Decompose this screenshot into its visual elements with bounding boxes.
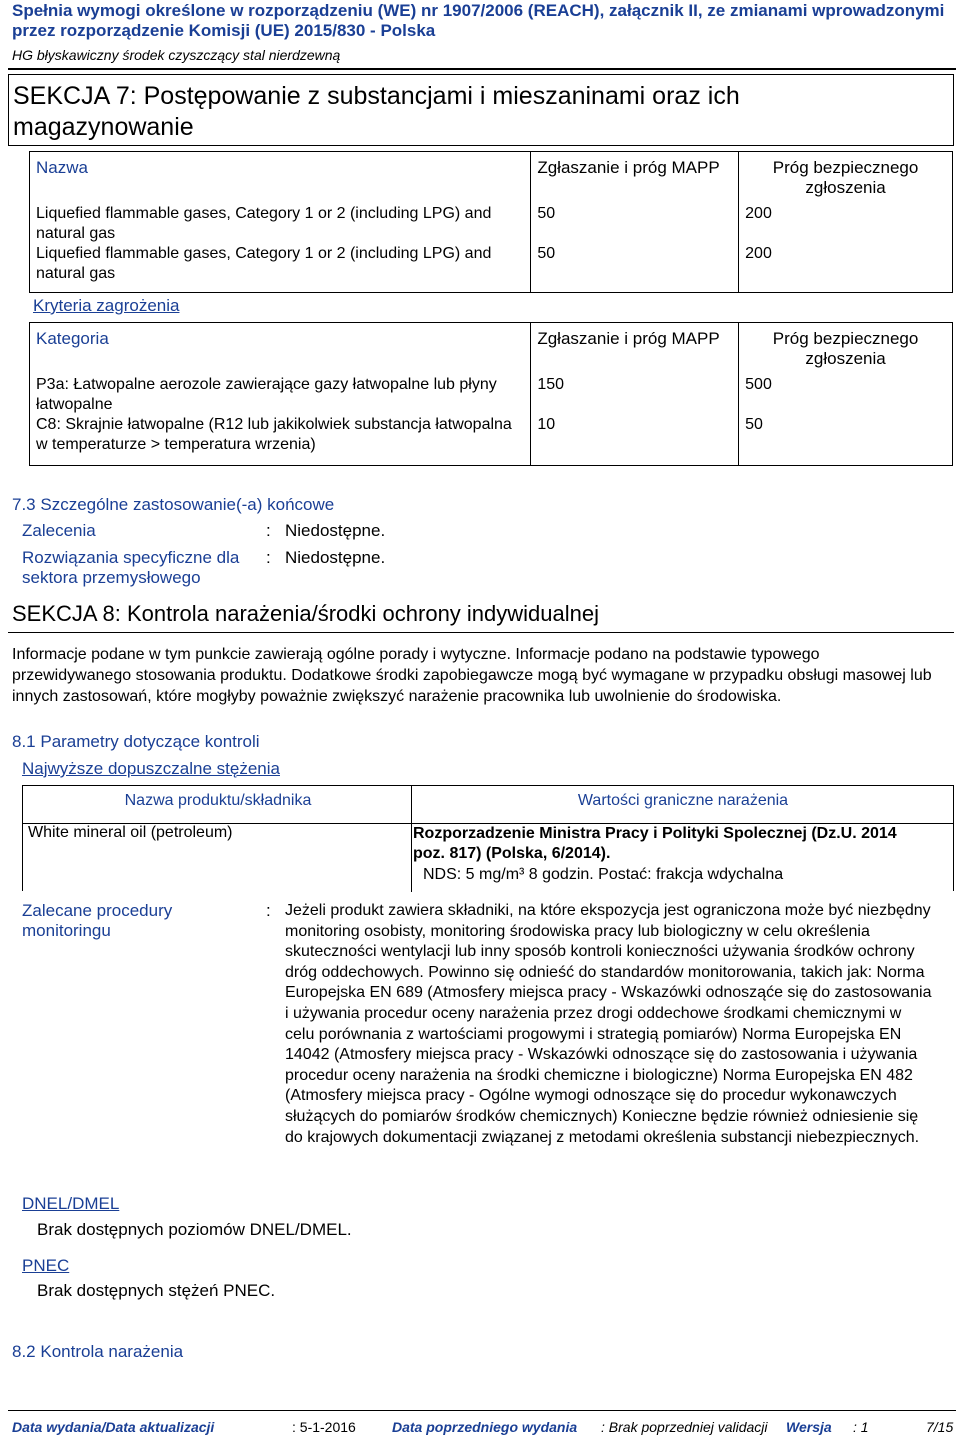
- oel-col-limits: Wartości graniczne narażenia: [413, 786, 953, 824]
- row-mapp: 150: [537, 376, 565, 393]
- row-category: C8: Skrajnie łatwopalne (R12 lub jakikolwiek substancja łatwopalna w temperaturze > temperatura wrzenia): [36, 416, 512, 453]
- subsection-8-1-title: 8.1 Parametry dotyczące kontroli: [12, 732, 260, 751]
- row-category: P3a: Łatwopalne aerozole zawierające gazy łatwopalne lub płyny łatwopalne: [36, 376, 497, 413]
- dnel-text: Brak dostępnych poziomów DNEL/DMEL.: [37, 1220, 352, 1239]
- footer-version-value: : 1: [853, 1419, 869, 1435]
- section8-title: SEKCJA 8: Kontrola narażenia/środki ochrony indywidualnej: [12, 601, 599, 626]
- section8-heading-box: [8, 597, 954, 633]
- dnel-label: DNEL/DMEL: [22, 1194, 120, 1213]
- col-header-name: Nazwa: [36, 158, 88, 177]
- row-mapp: 10: [537, 416, 556, 433]
- row-name: Liquefied flammable gases, Category 1 or 2 (including LPG) and natural gas: [36, 205, 492, 242]
- oel-nds-value: NDS: 5 mg/m³ 8 godzin. Postać: frakcja wdychalna: [423, 866, 784, 883]
- row-name: Liquefied flammable gases, Category 1 or 2 (including LPG) and natural gas: [36, 245, 492, 282]
- recommendations-value: Niedostępne.: [285, 521, 386, 540]
- footer-divider: [8, 1410, 956, 1411]
- footer-date-value: : 5-1-2016: [292, 1419, 356, 1435]
- industrial-solutions-label: Rozwiązania specyficzne dla sektora przemysłowego: [22, 548, 240, 587]
- section7-heading-box: [8, 74, 954, 146]
- oel-label: Najwyższe dopuszczalne stężenia: [22, 759, 280, 778]
- row-threshold: 200: [745, 205, 772, 222]
- col-header-mapp: Zgłaszanie i próg MAPP: [537, 329, 720, 348]
- row-threshold: 200: [745, 245, 772, 262]
- row-threshold: 500: [745, 376, 772, 393]
- hazard-criteria-label: Kryteria zagrożenia: [33, 296, 180, 315]
- industrial-solutions-colon: :: [266, 548, 271, 567]
- table-row: [30, 375, 953, 465]
- industrial-solutions-value: Niedostępne.: [285, 548, 386, 567]
- footer-date-label: Data wydania/Data aktualizacji: [12, 1419, 215, 1435]
- recommendations-colon: :: [266, 521, 271, 540]
- row-mapp: 50: [537, 245, 556, 262]
- seveso-table-names: [29, 151, 953, 293]
- seveso-table-categories: [29, 322, 953, 466]
- subsection-7-3-title: 7.3 Szczególne zastosowanie(-a) końcowe: [12, 495, 335, 514]
- table-header-row: [30, 323, 953, 376]
- document-header-title: Spełnia wymogi określone w rozporządzeniu (WE) nr 1907/2006 (REACH), załącznik II, ze zmianami wprowadzonymi przez rozporządzenie Komisji (UE) 2015/830 - Polska: [12, 1, 945, 40]
- row-threshold: 50: [745, 416, 763, 433]
- col-header-mapp: Zgłaszanie i próg MAPP: [537, 158, 720, 177]
- product-name: HG błyskawiczny środek czyszczący stal nierdzewną: [12, 47, 341, 63]
- oel-regulation: Rozporzadzenie Ministra Pracy i Polityki Spolecznej (Dz.U. 2014 poz. 817) (Polska, 6/2014).: [413, 825, 897, 862]
- pnec-label: PNEC: [22, 1256, 70, 1275]
- col-header-threshold: Próg bezpiecznego zgłoszenia: [772, 158, 919, 197]
- pnec-text: Brak dostępnych stężeń PNEC.: [37, 1281, 276, 1300]
- header-divider: [8, 68, 956, 70]
- monitoring-label: Zalecane procedury monitoringu: [22, 901, 173, 940]
- subsection-8-2-title: 8.2 Kontrola narażenia: [12, 1342, 184, 1361]
- table-row: [30, 204, 953, 292]
- oel-table: [22, 785, 954, 891]
- section7-title: SEKCJA 7: Postępowanie z substancjami i mieszaninami oraz ich magazynowanie: [13, 82, 740, 141]
- footer-page-number: 7/15: [926, 1419, 954, 1435]
- monitoring-text: Jeżeli produkt zawiera składniki, na które ekspozycja jest ograniczona może być niezbędny monitoring osobisty, monitoring środowiska pracy lub biologiczny w celu określenia skuteczności wentylacji lub inny sposób kontroli konieczności używania środków ochrony dróg oddechowych. Powinno się odnieść do standardów monitorowania, takich jak: Norma Europejska EN 689 (Atmosfery miejsca pracy - Wskazówki odnosząće się do zastosowania i używania procedur oceny narażenia przez drogi oddechowe środkami chemicznymi w celu porównania z wartościami progowymi i strategią pomiarów) Norma Europejska EN 14042 (Atmosfery miejsca pracy - Wskazówki odnoszące się do zastosowania i używania procedur oceny narażenia na środki chemiczne i biologiczne) Norma Europejska EN 482 (Atmosfery miejsca pracy - Ogólne wymogi odnoszące się do procedur wykonawczych służących do pomiarów środków chemicznych) Konieczne będzie również odniesienie się do krajowych dokumentacji związanej z metodami określenia substancji niebezpiecznych.: [285, 902, 932, 1146]
- col-header-category: Kategoria: [36, 329, 109, 348]
- footer-prev-label: Data poprzedniego wydania: [392, 1419, 578, 1435]
- table-header-row: [30, 152, 953, 205]
- oel-col-product: Nazwa produktu/składnika: [23, 786, 413, 824]
- footer-version-label: Wersja: [786, 1419, 832, 1435]
- footer-prev-value: : Brak poprzedniej validacji: [601, 1419, 768, 1435]
- recommendations-label: Zalecenia: [22, 521, 96, 540]
- monitoring-colon: :: [266, 901, 271, 920]
- oel-product-name: White mineral oil (petroleum): [28, 824, 233, 841]
- col-header-threshold: Próg bezpiecznego zgłoszenia: [772, 329, 919, 368]
- row-mapp: 50: [537, 205, 556, 222]
- section8-intro: Informacje podane w tym punkcie zawierają ogólne porady i wytyczne. Informacje podano na podstawie typowego przewidywanego stosowania produktu. Dodatkowe środki zapobiegawcze mogą być wymagane w przypadku obsługi masowej lub innych zastosowań, które mogłyby poważnie zwiększyć narażenie pracownika lub uwolnienie do środowiska.: [12, 646, 932, 705]
